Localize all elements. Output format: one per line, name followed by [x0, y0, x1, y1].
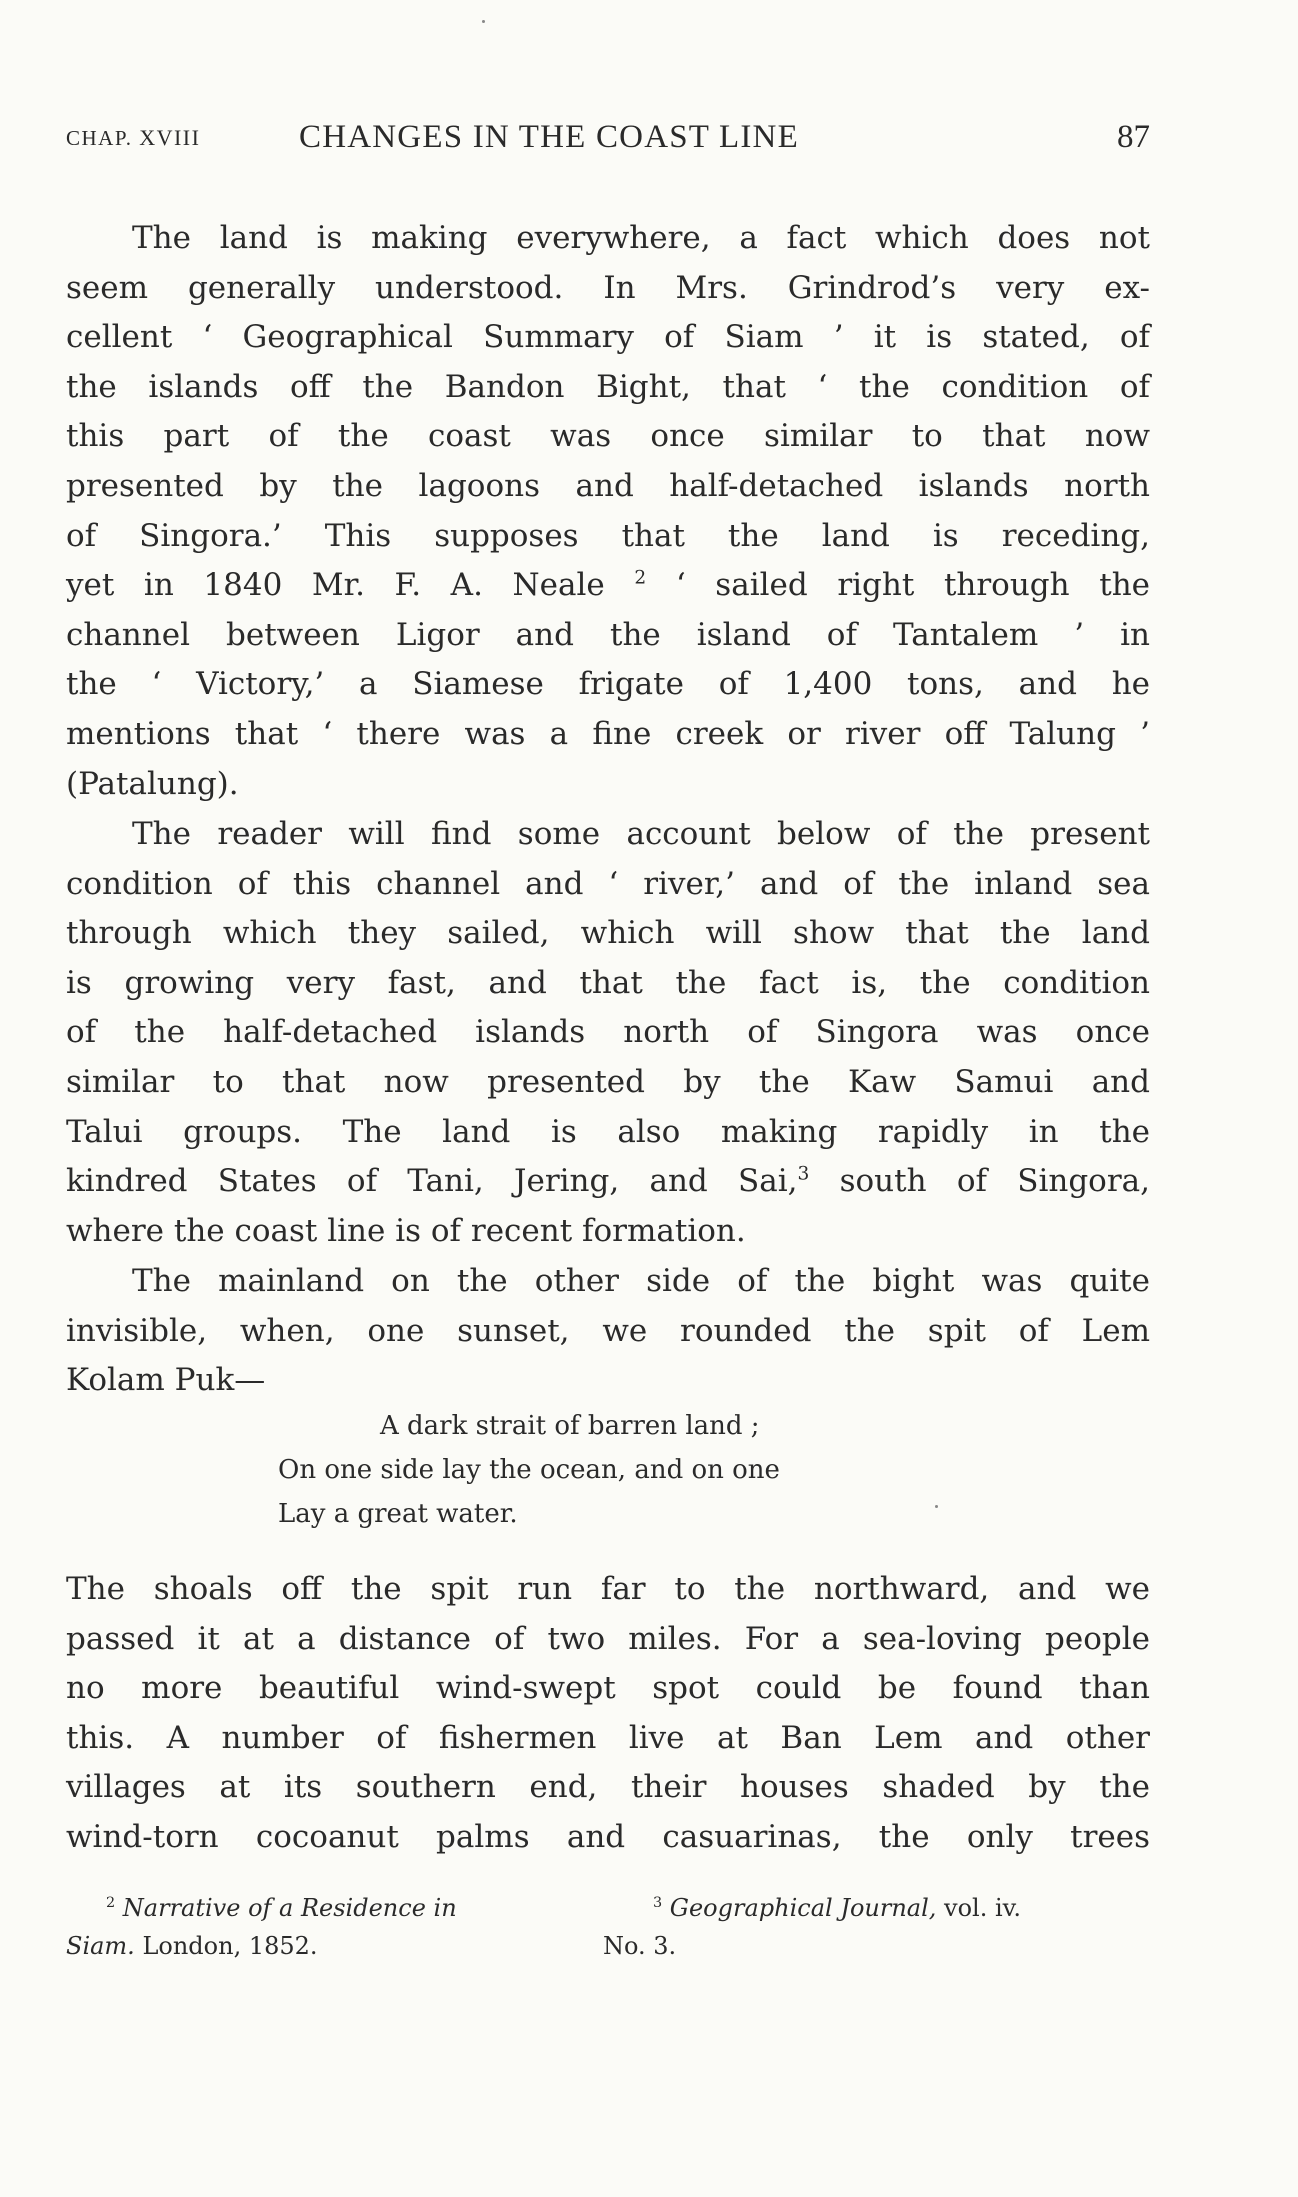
text-line: The land is making everywhere, a fact which does not — [132, 220, 1150, 256]
page-number: 87 — [1117, 119, 1150, 155]
text-line-with-note — [66, 561, 1150, 611]
footnote-2-cont — [66, 1927, 318, 1965]
verse-line: Lay a great water. — [278, 1499, 518, 1529]
text-line: villages at its southern end, their houses shaded by the — [66, 1769, 1150, 1806]
footnote-text: London, 1852. — [142, 1932, 318, 1960]
footnote-text: vol. iv. — [944, 1894, 1021, 1922]
text-line: through which they sailed, which will show that the land — [66, 915, 1150, 952]
text-line: passed it at a distance of two miles. For a sea-loving people — [66, 1620, 1150, 1657]
text-line: the islands off the Bandon Bight, that ‘ the condition of — [66, 368, 1150, 405]
chapter-label — [66, 125, 200, 151]
text-line: invisible, when, one sunset, we rounded the spit of Lem — [66, 1312, 1150, 1349]
text-line: presented by the lagoons and half-detached islands north — [66, 467, 1150, 504]
text-line: wind-torn cocoanut palms and casuarinas, the only trees — [66, 1818, 1150, 1855]
chapter-label-text: CHAP. — [66, 126, 133, 150]
text-line: The mainland on the other side of the bight was quite — [132, 1263, 1150, 1299]
paragraph-1 — [66, 214, 1150, 809]
text-segment: ‘ sailed right through the — [675, 567, 1150, 604]
footnote-title: Geographical Journal, — [669, 1894, 937, 1922]
footnote-3-cont — [603, 1927, 676, 1965]
footnote-2 — [106, 1889, 457, 1927]
text-line: where the coast line is of recent formation. — [66, 1212, 746, 1249]
text-line: The reader will find some account below of the present — [132, 816, 1150, 852]
text-line: (Patalung). — [66, 765, 239, 802]
text-line: similar to that now presented by the Kaw Samui and — [66, 1063, 1150, 1100]
text-line-with-note — [66, 1157, 1150, 1207]
footnote-ref: 2 — [634, 567, 647, 589]
footnote-text: No. 3. — [603, 1932, 677, 1960]
text-line: The shoals off the spit run far to the northward, and we — [66, 1571, 1150, 1607]
paper-speck — [935, 1505, 938, 1508]
text-line: channel between Ligor and the island of Tantalem ’ in — [66, 616, 1150, 653]
running-header — [66, 119, 1150, 155]
verse-line: A dark strait of barren land ; — [380, 1411, 760, 1441]
text-line: this. A number of fishermen live at Ban Lem and other — [66, 1719, 1150, 1756]
text-line: this part of the coast was once similar to that now — [66, 418, 1150, 455]
text-line: the ‘ Victory,’ a Siamese frigate of 1,400 tons, and he — [66, 666, 1150, 703]
footnote-title: Siam. — [66, 1932, 135, 1960]
paragraph-2 — [66, 810, 1150, 1256]
paragraph-3 — [66, 1257, 1150, 1406]
text-line: condition of this channel and ‘ river,’ and of the inland sea — [66, 865, 1150, 902]
text-line: Kolam Puk— — [66, 1362, 266, 1399]
paper-speck — [482, 20, 485, 23]
text-line: of the half-detached islands north of Singora was once — [66, 1014, 1150, 1051]
chapter-number: XVIII — [139, 125, 201, 150]
text-line: is growing very fast, and that the fact is, the condition — [66, 964, 1150, 1001]
text-line: no more beautiful wind-swept spot could be found than — [66, 1670, 1150, 1707]
footnote-mark: 2 — [106, 1895, 116, 1911]
footnote-3 — [653, 1889, 1021, 1927]
text-segment: yet in 1840 Mr. F. A. Neale — [66, 567, 605, 604]
text-line: of Singora.’ This supposes that the land is receding, — [66, 517, 1150, 554]
footnote-ref: 3 — [797, 1163, 810, 1185]
text-segment: kindred States of Tani, Jering, and Sai, — [66, 1163, 798, 1200]
verse-line: On one side lay the ocean, and on one — [278, 1455, 780, 1485]
footnote-title: Narrative of a Residence in — [122, 1894, 457, 1922]
paragraph-4 — [66, 1565, 1150, 1863]
text-line: cellent ‘ Geographical Summary of Siam ’ it is stated, of — [66, 319, 1150, 356]
text-line: Talui groups. The land is also making rapidly in the — [66, 1113, 1150, 1150]
text-line: seem generally understood. In Mrs. Grindrod’s very ex- — [66, 269, 1150, 306]
text-line: mentions that ‘ there was a fine creek or river off Talung ’ — [66, 715, 1150, 752]
text-segment: south of Singora, — [839, 1163, 1150, 1200]
running-title: CHANGES IN THE COAST LINE — [299, 119, 799, 155]
footnote-mark: 3 — [653, 1895, 663, 1911]
